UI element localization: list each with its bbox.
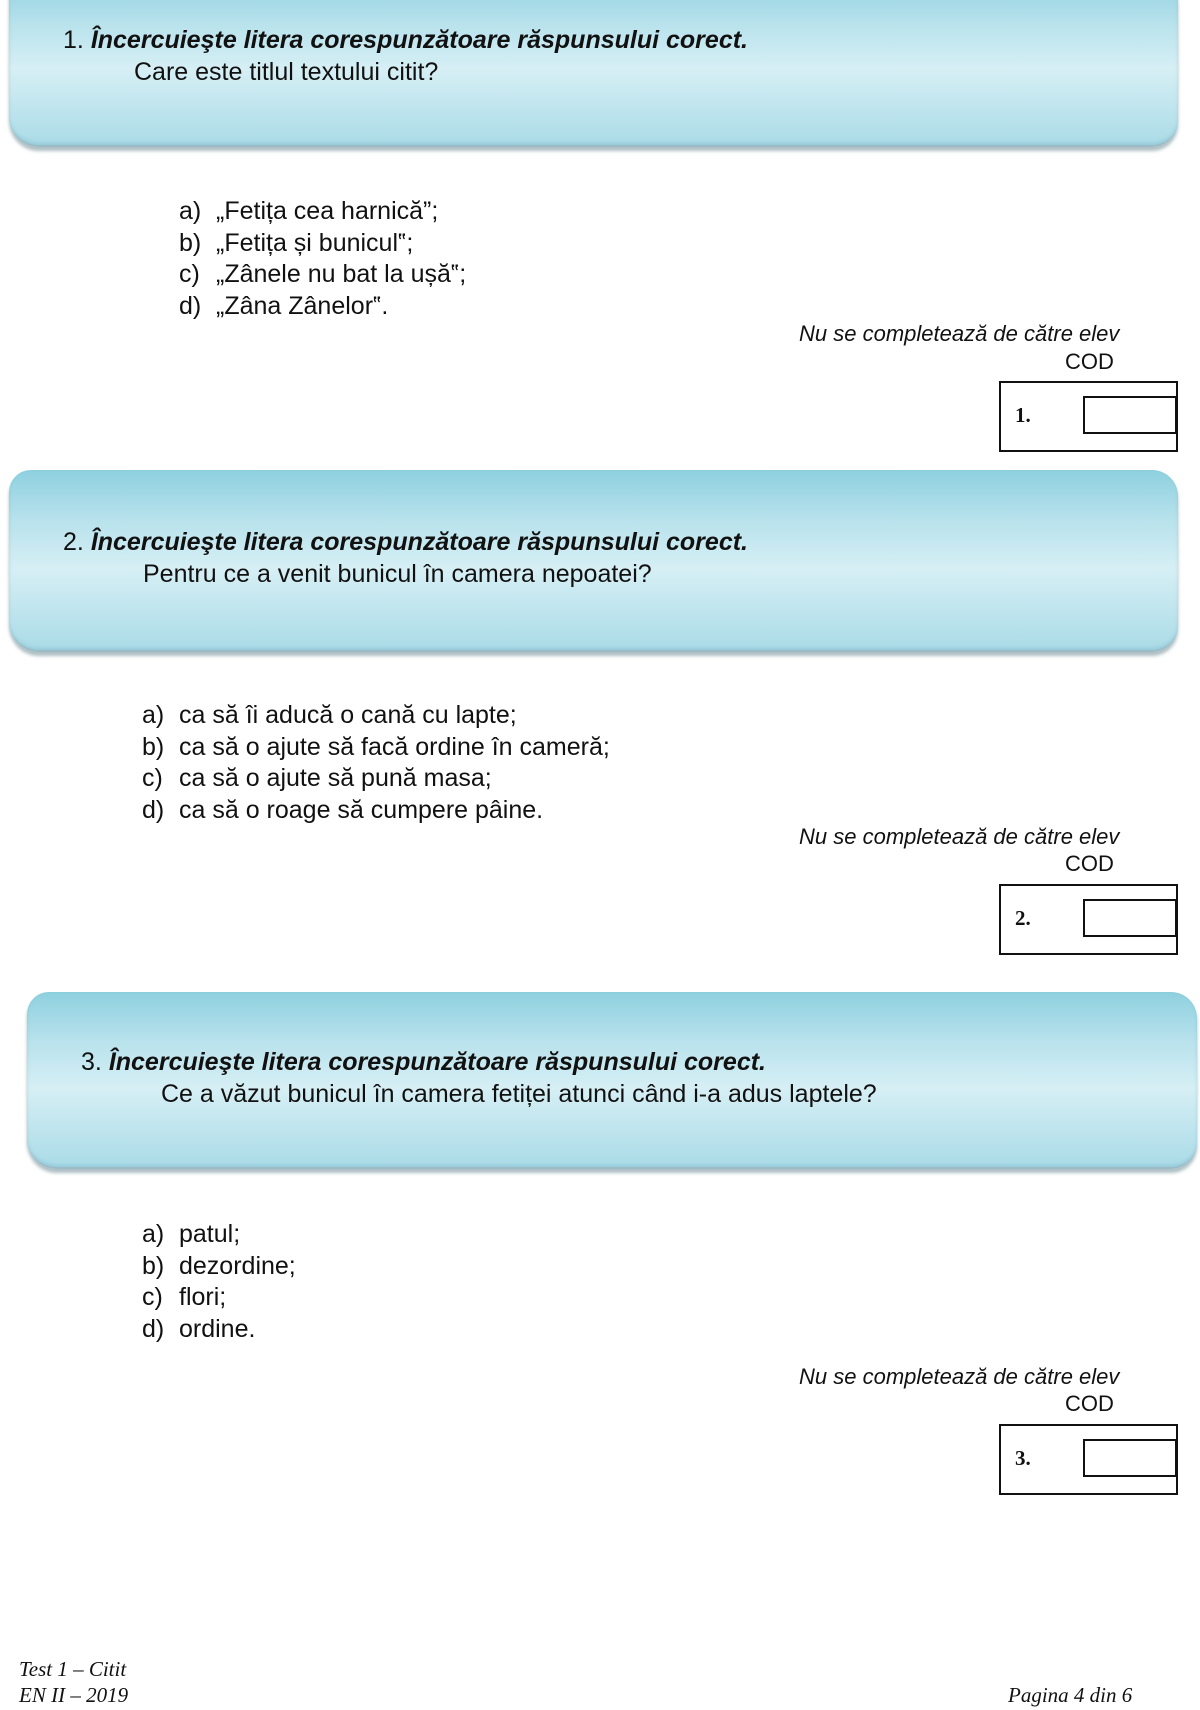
question-1-instruction: Încercuieşte litera corespunzătoare răspunsului corect.: [90, 26, 748, 54]
option-text: ca să o ajute să facă ordine în cameră;: [179, 732, 610, 761]
question-3-heading: [81, 1047, 766, 1077]
option-letter: d): [142, 795, 165, 824]
cod-label: COD: [1065, 1391, 1114, 1416]
option-text: „Fetița cea harnică”;: [216, 197, 439, 225]
code-box-1: [999, 381, 1178, 452]
code-entry-field[interactable]: [1083, 1439, 1177, 1477]
grader-note: Nu se completează de către elev: [799, 824, 1120, 849]
option-b[interactable]: [179, 228, 466, 260]
option-letter: c): [179, 260, 200, 288]
option-letter: d): [142, 1314, 165, 1343]
option-text: ca să îi aducă o cană cu lapte;: [179, 701, 517, 729]
question-1-number: 1.: [63, 26, 84, 54]
question-2-options: [142, 700, 610, 826]
question-1-text: Care este titlul textului citit?: [134, 58, 439, 86]
option-letter: b): [142, 1251, 165, 1280]
question-2-text: Pentru ce a venit bunicul în camera nepoatei?: [143, 560, 652, 588]
option-letter: c): [142, 1283, 163, 1311]
option-c[interactable]: [142, 763, 610, 795]
question-2-heading: [63, 527, 748, 557]
code-box-number: 3.: [1015, 1446, 1031, 1470]
option-b[interactable]: [142, 732, 610, 764]
option-letter: c): [142, 764, 163, 792]
option-d[interactable]: [142, 1314, 296, 1346]
option-text: „Fetița și bunicul‟;: [216, 228, 414, 257]
footer-exam-year: EN II – 2019: [19, 1683, 129, 1707]
option-b[interactable]: [142, 1251, 296, 1283]
option-text: ca să o ajute să pună masa;: [179, 764, 492, 792]
option-letter: a): [142, 1220, 165, 1248]
question-3-number: 3.: [81, 1048, 102, 1076]
cod-label: COD: [1065, 349, 1114, 374]
question-1-heading: [63, 25, 748, 55]
option-letter: d): [179, 291, 202, 320]
question-3-instruction: Încercuieşte litera corespunzătoare răspunsului corect.: [108, 1048, 766, 1076]
page-number: Pagina 4 din 6: [1008, 1683, 1133, 1707]
option-text: ca să o roage să cumpere pâine.: [179, 795, 544, 824]
option-letter: a): [142, 701, 165, 729]
code-entry-field[interactable]: [1083, 899, 1177, 937]
option-text: „Zâna Zânelor‟.: [216, 291, 389, 320]
cod-label: COD: [1065, 851, 1114, 876]
question-3-text: Ce a văzut bunicul în camera fetiței atunci când i-a adus laptele?: [161, 1080, 877, 1108]
footer-test-name: Test 1 – Citit: [19, 1657, 127, 1681]
option-text: patul;: [179, 1220, 241, 1248]
option-text: dezordine;: [179, 1251, 296, 1280]
code-box-number: 1.: [1015, 403, 1031, 427]
grader-note: Nu se completează de către elev: [799, 1364, 1120, 1389]
question-2-instruction: Încercuieşte litera corespunzătoare răspunsului corect.: [90, 528, 748, 556]
option-letter: b): [142, 732, 165, 761]
option-d[interactable]: [142, 795, 610, 827]
option-a[interactable]: [179, 196, 466, 228]
grader-note: Nu se completează de către elev: [799, 321, 1120, 346]
code-entry-field[interactable]: [1083, 396, 1177, 434]
option-text: „Zânele nu bat la ușă‟;: [216, 260, 467, 288]
option-c[interactable]: [142, 1282, 296, 1314]
question-3-options: [142, 1219, 296, 1345]
option-a[interactable]: [142, 1219, 296, 1251]
option-text: flori;: [179, 1283, 227, 1311]
question-2-number: 2.: [63, 528, 84, 556]
option-letter: b): [179, 228, 202, 257]
option-a[interactable]: [142, 700, 610, 732]
code-box-2: [999, 884, 1178, 955]
question-1-options: [179, 196, 466, 322]
option-c[interactable]: [179, 259, 466, 291]
option-letter: a): [179, 197, 202, 225]
code-box-3: [999, 1424, 1178, 1495]
option-text: ordine.: [179, 1314, 256, 1343]
code-box-number: 2.: [1015, 906, 1031, 930]
option-d[interactable]: [179, 291, 466, 323]
